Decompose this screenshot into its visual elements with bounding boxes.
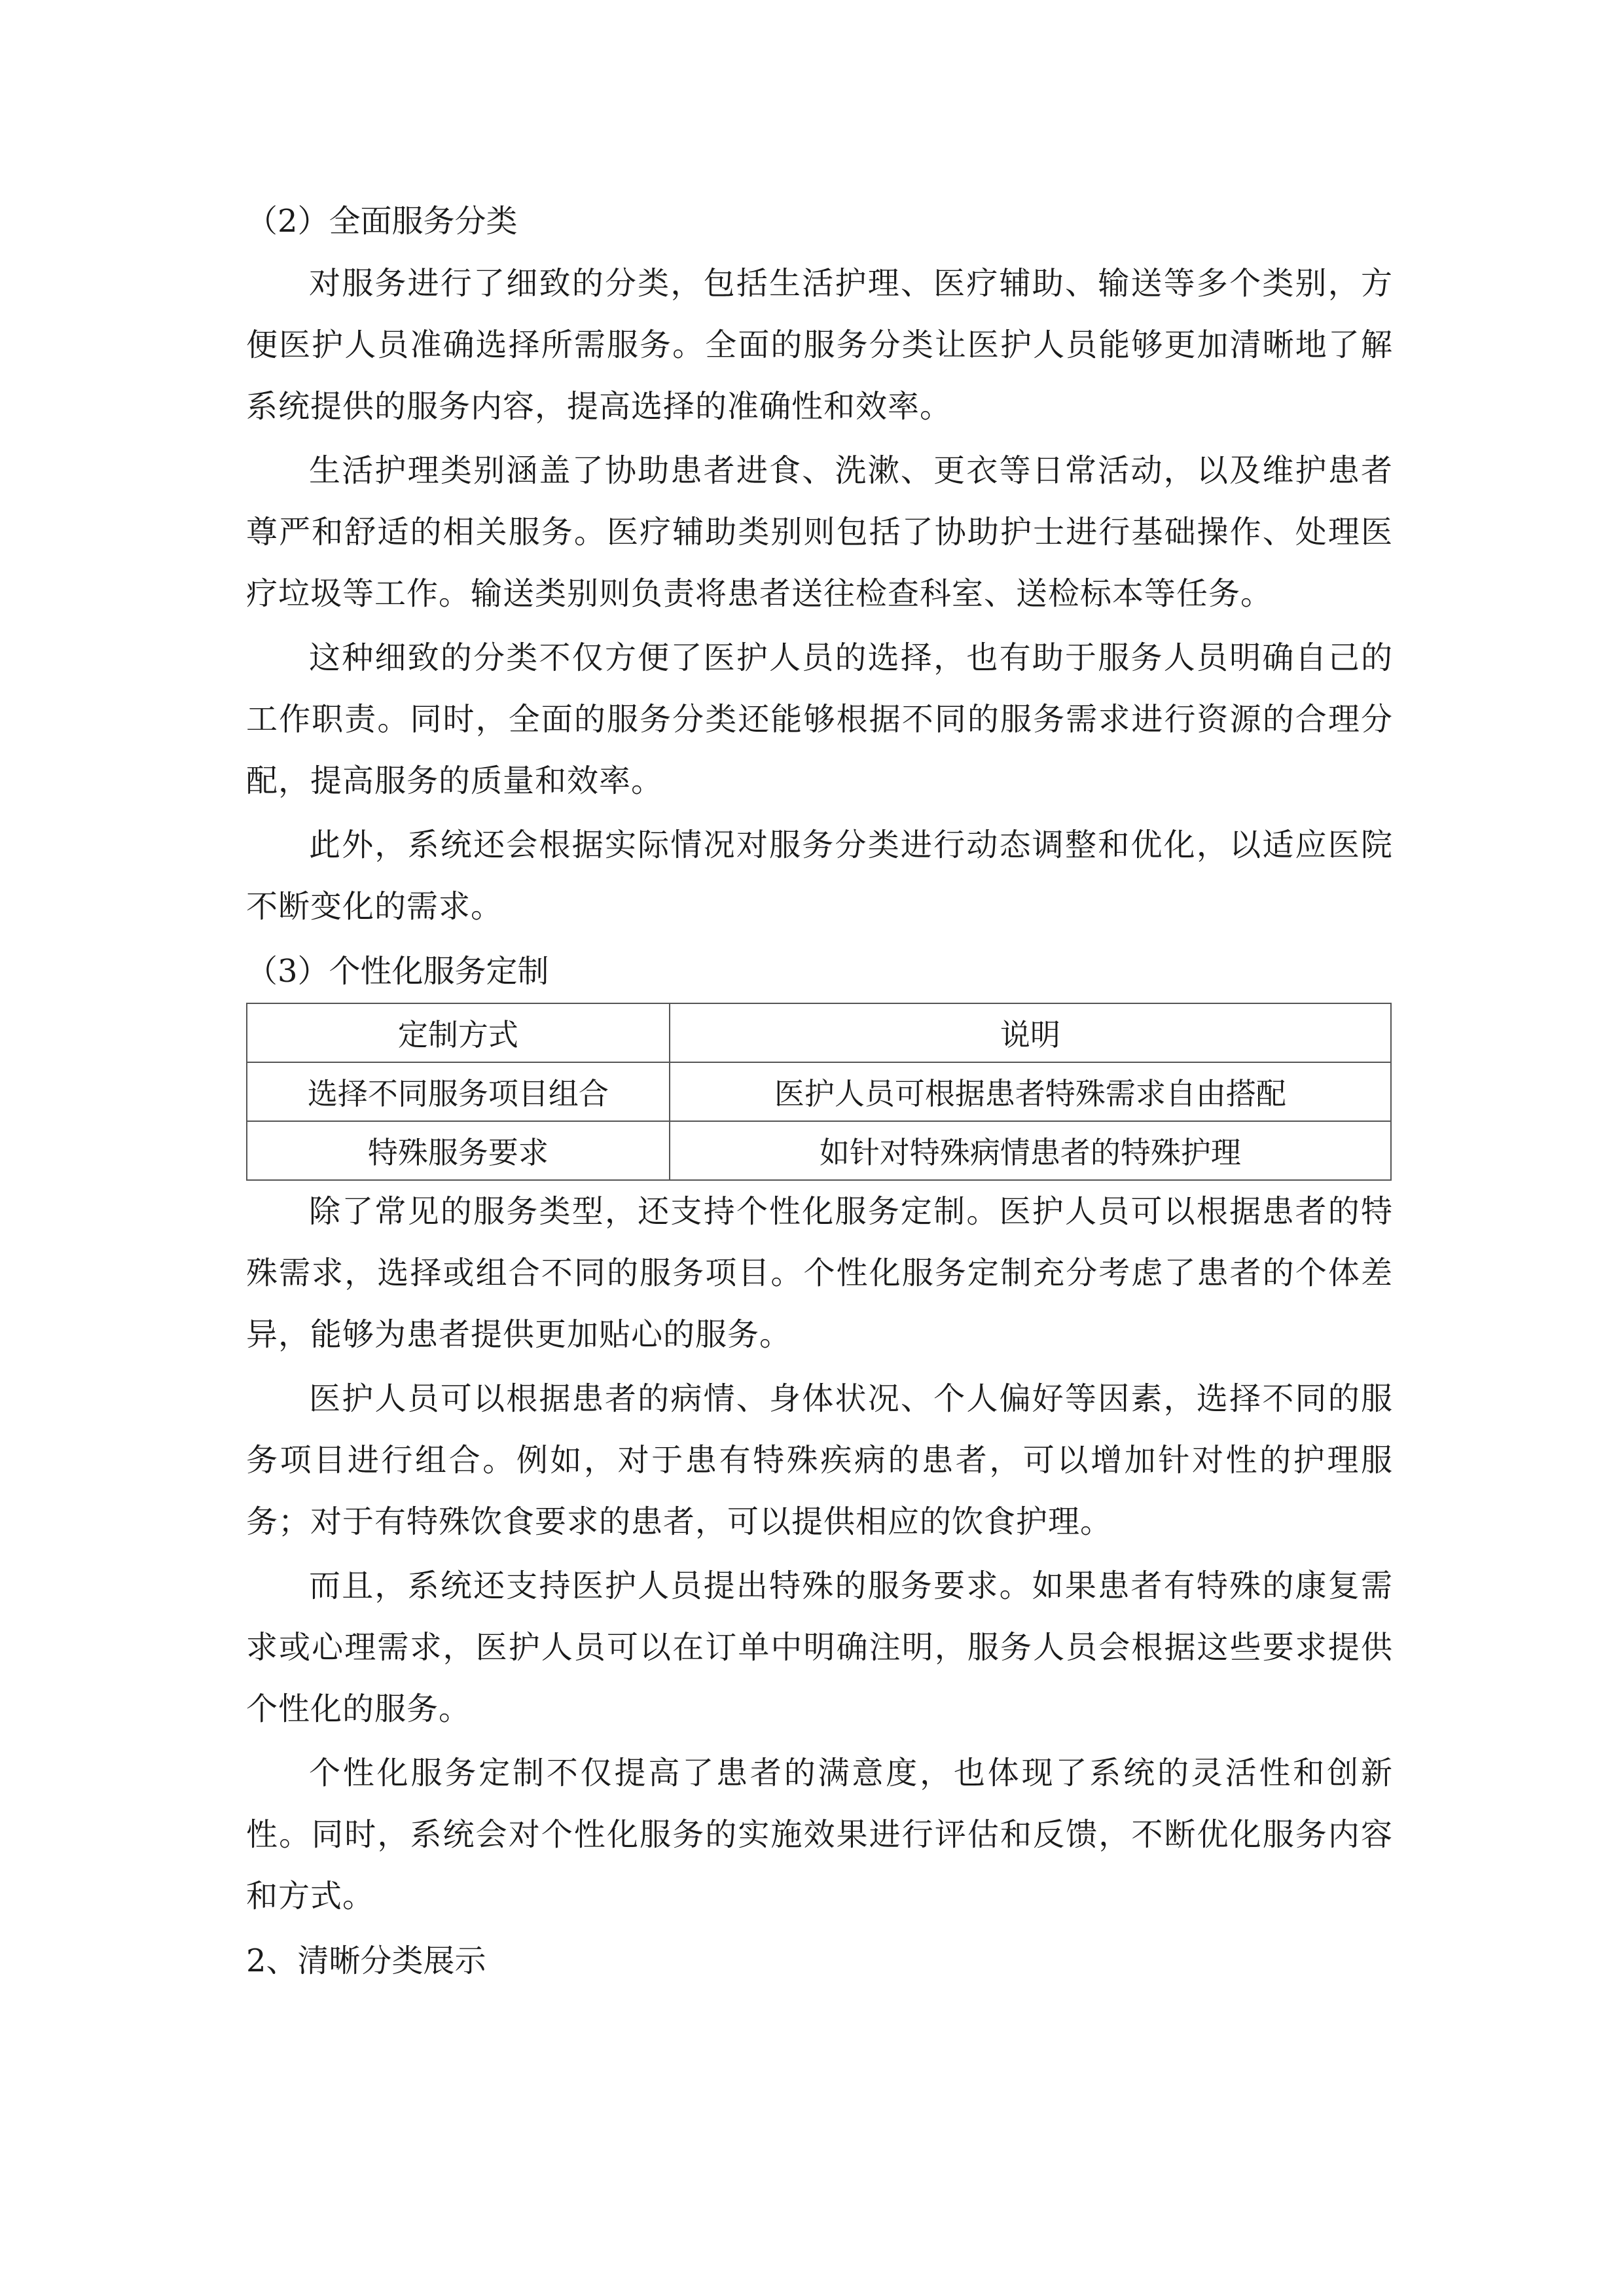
section-heading-personalized-customization: （3）个性化服务定制 bbox=[246, 953, 549, 990]
section-heading-service-classification: （2）全面服务分类 bbox=[246, 203, 518, 240]
table-cell: 特殊服务要求 bbox=[247, 1121, 670, 1180]
table-cell: 如针对特殊病情患者的特殊护理 bbox=[670, 1121, 1391, 1180]
table-header-row bbox=[247, 1003, 1391, 1062]
table-row bbox=[247, 1121, 1391, 1180]
paragraph: 除了常见的服务类型，还支持个性化服务定制。医护人员可以根据患者的特殊需求，选择或组合不同的服务项目。个性化服务定制充分考虑了患者的个体差异，能够为患者提供更加贴心的服务。 bbox=[246, 1193, 1393, 1353]
table-cell: 选择不同服务项目组合 bbox=[247, 1062, 670, 1121]
section-heading-clear-classification: 2、清晰分类展示 bbox=[246, 1943, 486, 1979]
table-header-cell: 定制方式 bbox=[247, 1003, 670, 1062]
paragraph: 生活护理类别涵盖了协助患者进食、洗漱、更衣等日常活动，以及维护患者尊严和舒适的相关服务。医疗辅助类别则包括了协助护士进行基础操作、处理医疗垃圾等工作。输送类别则负责将患者送往检查科室、送检标本等任务。 bbox=[246, 452, 1393, 612]
document-body bbox=[246, 190, 1393, 1992]
paragraph: 此外，系统还会根据实际情况对服务分类进行动态调整和优化，以适应医院不断变化的需求。 bbox=[246, 827, 1393, 925]
table-header-cell: 说明 bbox=[670, 1003, 1391, 1062]
paragraph: 个性化服务定制不仅提高了患者的满意度，也体现了系统的灵活性和创新性。同时，系统会对个性化服务的实施效果进行评估和反馈，不断优化服务内容和方式。 bbox=[246, 1755, 1393, 1914]
customization-table bbox=[246, 1003, 1392, 1181]
table-row bbox=[247, 1062, 1391, 1121]
table-cell: 医护人员可根据患者特殊需求自由搭配 bbox=[670, 1062, 1391, 1121]
paragraph: 而且，系统还支持医护人员提出特殊的服务要求。如果患者有特殊的康复需求或心理需求，医护人员可以在订单中明确注明，服务人员会根据这些要求提供个性化的服务。 bbox=[246, 1568, 1393, 1727]
paragraph: 对服务进行了细致的分类，包括生活护理、医疗辅助、输送等多个类别，方便医护人员准确选择所需服务。全面的服务分类让医护人员能够更加清晰地了解系统提供的服务内容，提高选择的准确性和效率。 bbox=[246, 265, 1393, 425]
paragraph: 医护人员可以根据患者的病情、身体状况、个人偏好等因素，选择不同的服务项目进行组合。例如，对于患有特殊疾病的患者，可以增加针对性的护理服务；对于有特殊饮食要求的患者，可以提供相应的饮食护理。 bbox=[246, 1380, 1393, 1540]
paragraph: 这种细致的分类不仅方便了医护人员的选择，也有助于服务人员明确自己的工作职责。同时，全面的服务分类还能够根据不同的服务需求进行资源的合理分配，提高服务的质量和效率。 bbox=[246, 639, 1393, 799]
